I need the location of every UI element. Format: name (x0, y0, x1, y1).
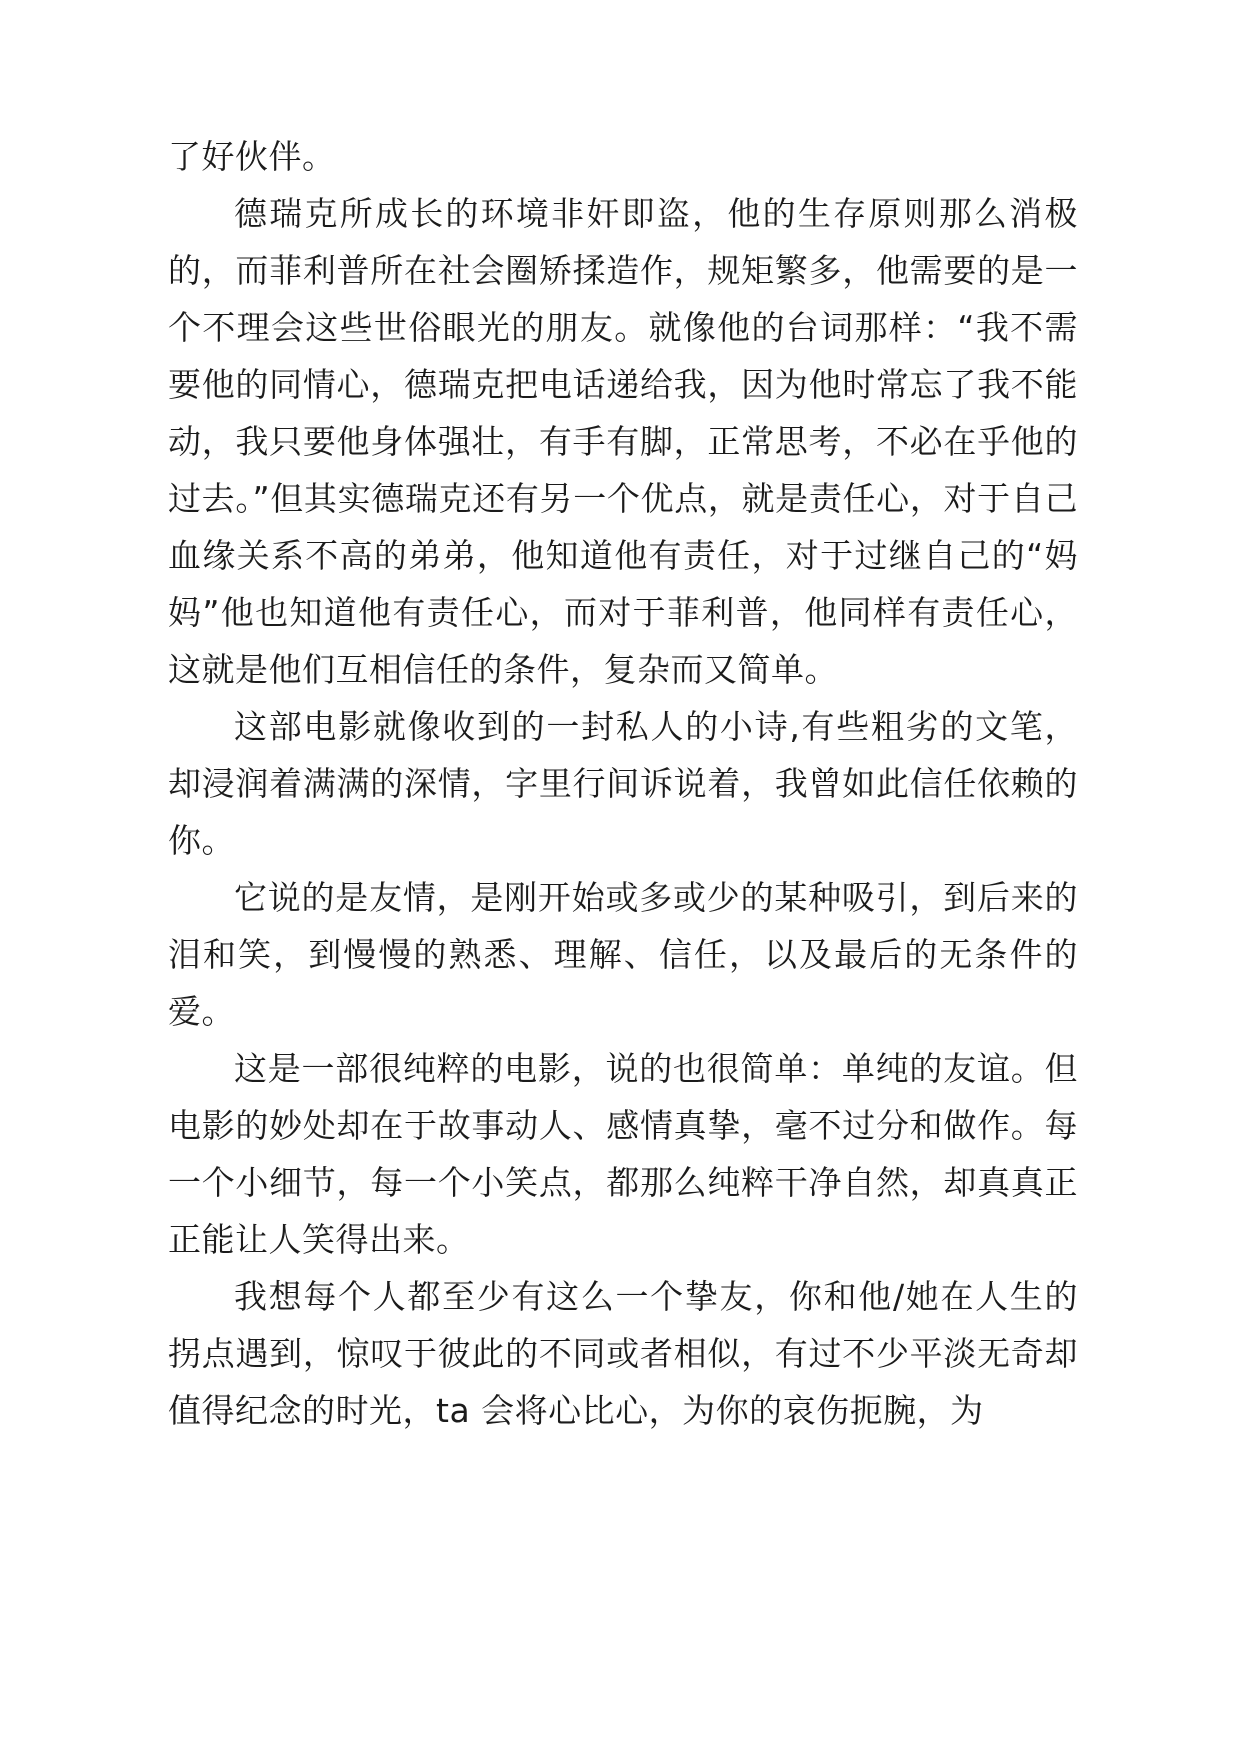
document-text-body (168, 128, 1078, 1439)
paragraph: 它说的是友情，是刚开始或多或少的某种吸引，到后来的泪和笑，到慢慢的熟悉、理解、信任，以及最后的无条件的爱。 (168, 878, 1078, 1031)
paragraph: 这是一部很纯粹的电影，说的也很简单：单纯的友谊。但电影的妙处却在于故事动人、感情真挚，毫不过分和做作。每一个小细节，每一个小笑点，都那么纯粹干净自然，却真真正正能让人笑得出来。 (168, 1049, 1078, 1259)
paragraph: 我想每个人都至少有这么一个挚友，你和他/她在人生的拐点遇到，惊叹于彼此的不同或者相似，有过不少平淡无奇却值得纪念的时光，ta 会将心比心，为你的哀伤扼腕，为 (168, 1277, 1078, 1430)
paragraph: 了好伙伴。 (168, 137, 336, 176)
paragraph: 这部电影就像收到的一封私人的小诗,有些粗劣的文笔，却浸润着满满的深情，字里行间诉说着，我曾如此信任依赖的你。 (168, 707, 1078, 860)
paragraph: 德瑞克所成长的环境非奸即盗，他的生存原则那么消极的，而菲利普所在社会圈矫揉造作，规矩繁多，他需要的是一个不理会这些世俗眼光的朋友。就像他的台词那样：“我不需要他的同情心，德瑞克把电话递给我，因为他时常忘了我不能动，我只要他身体强壮，有手有脚，正常思考，不必在乎他的过去。”但其实德瑞克还有另一个优点，就是责任心，对于自己血缘关系不高的弟弟，他知道他有责任，对于过继自己的“妈妈”他也知道他有责任心，而对于菲利普，他同样有责任心，这就是他们互相信任的条件，复杂而又简单。 (168, 194, 1078, 689)
